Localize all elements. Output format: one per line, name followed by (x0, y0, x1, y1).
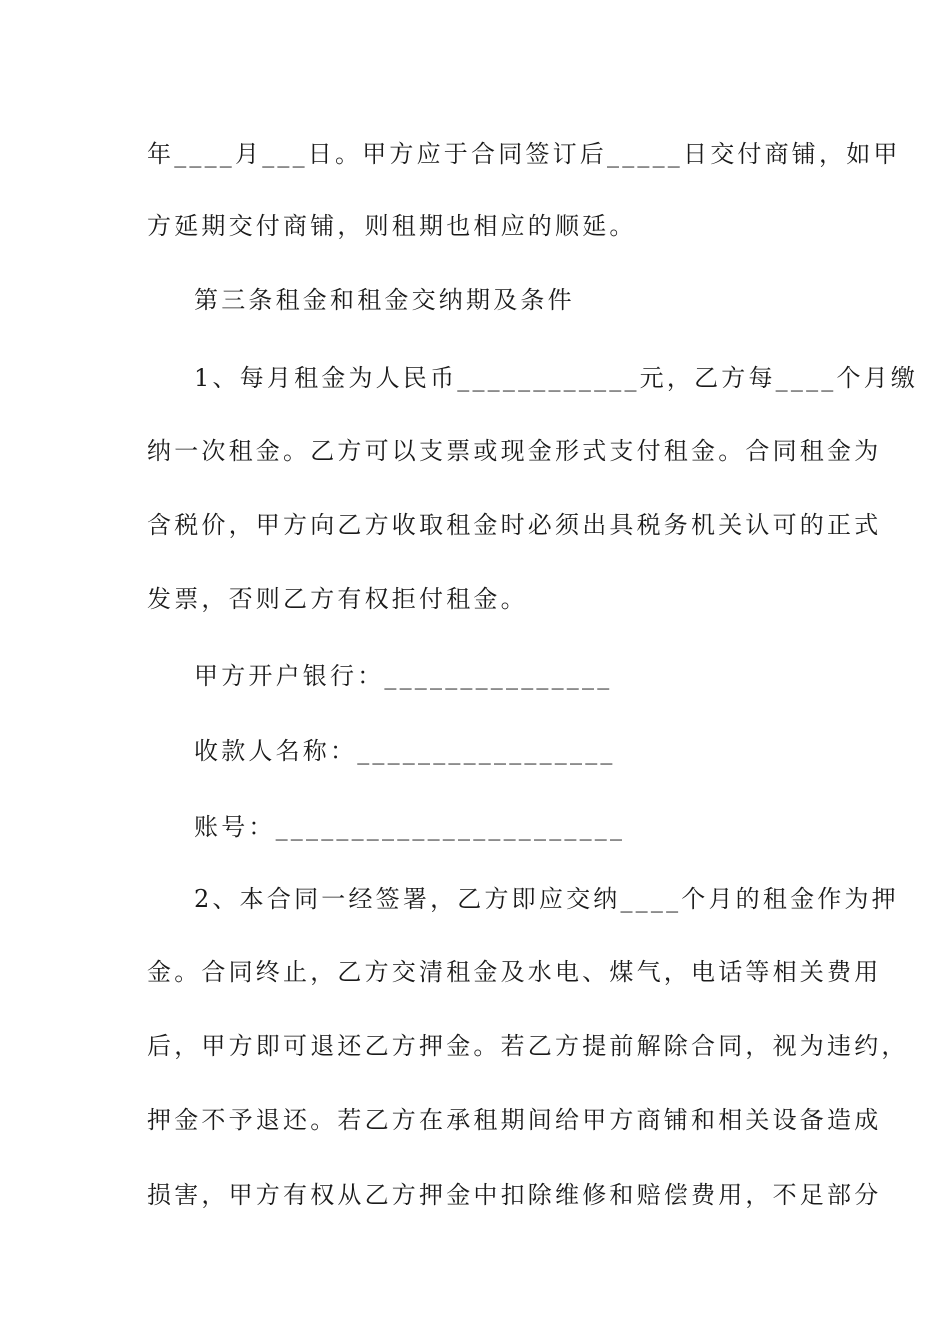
text-line: 损害，甲方有权从乙方押金中扣除维修和赔偿费用，不足部分 (147, 1181, 882, 1209)
account-field: 账号：_______________________ (194, 813, 626, 841)
text-line: 纳一次租金。乙方可以支票或现金形式支付租金。合同租金为 (147, 437, 882, 465)
bank-field: 甲方开户银行：_______________ (194, 662, 613, 690)
text-line: 含税价，甲方向乙方收取租金时必须出具税务机关认可的正式 (147, 511, 882, 539)
text-line: 押金不予退还。若乙方在承租期间给甲方商铺和相关设备造成 (147, 1106, 882, 1134)
text-line: 后，甲方即可退还乙方押金。若乙方提前解除合同，视为违约， (147, 1032, 909, 1060)
text-line: 年____月___日。甲方应于合同签订后_____日交付商铺，如甲 (147, 140, 901, 168)
text-line: 1、每月租金为人民币____________元，乙方每____个月缴 (194, 364, 919, 392)
text-line: 发票，否则乙方有权拒付租金。 (147, 585, 528, 613)
payee-field: 收款人名称：_________________ (194, 737, 616, 765)
section-heading: 第三条租金和租金交纳期及条件 (194, 286, 575, 314)
text-line: 方延期交付商铺，则租期也相应的顺延。 (147, 212, 637, 240)
text-line: 2、本合同一经签署，乙方即应交纳____个月的租金作为押 (194, 885, 899, 913)
text-line: 金。合同终止，乙方交清租金及水电、煤气，电话等相关费用 (147, 958, 882, 986)
